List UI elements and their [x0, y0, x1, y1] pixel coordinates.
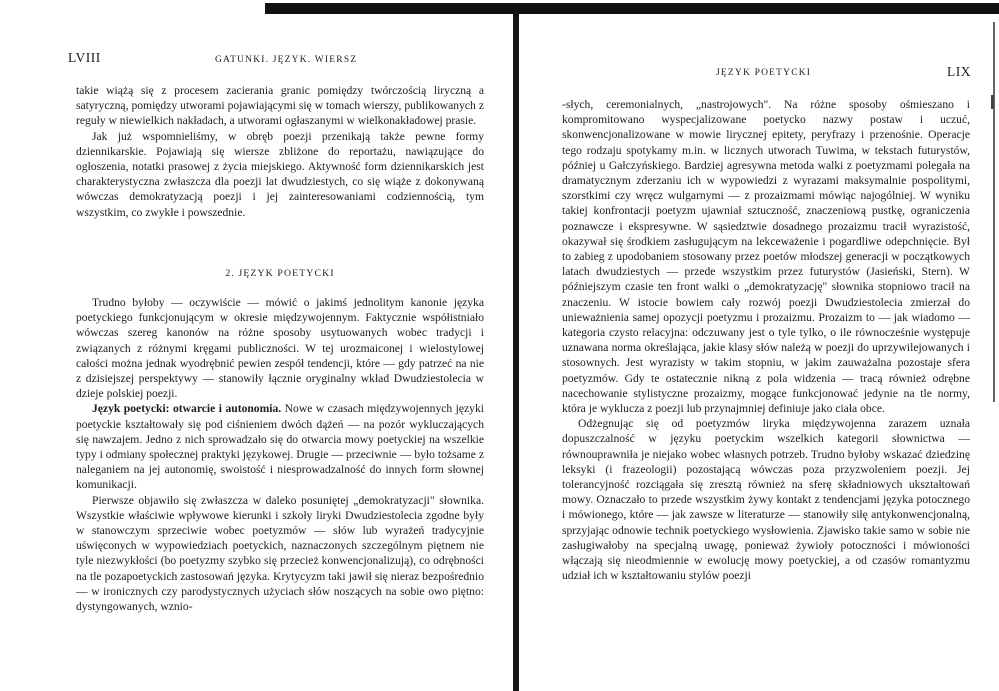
paragraph: Jak już wspomnieliśmy, w obręb poezji przenikają także pewne formy dziennikarskie. Pojawiają się wiersze zbliżone do reportażu, nawiązujące do ogłoszenia, notatki prasowej z życia miejskiego. Aktywność form dziennikarskich jest charakterystyczna zwłaszcza dla poezji lat dwudziestych, co się wiąże z dokonywaną wówczas demokratyzacją poezji i jej zainteresowaniami codziennością, tym wszystkim, co zwykłe i powszednie.: [76, 129, 484, 219]
right-text-body: [562, 97, 970, 584]
right-running-head: JĘZYK POETYCKI: [716, 68, 812, 78]
left-text-top: [76, 83, 484, 220]
paragraph: [76, 401, 484, 492]
paragraph: Trudno byłoby — oczywiście — mówić o jakimś jednolitym kanonie języka poetyckiego funkcjonującym w okresie międzywojennym. Faktycznie współistniało wówczas szereg kanonów na różne sposoby usytuowanych wobec tradycji i związanych z różnymi kręgami publiczności. W tej urozmaiconej i wielostylowej całości można jednak wyodrębnić pewien zespół tendencji, które — gdy patrzeć na nie z dzisiejszej perspektywy — stanowiły łącznie oryginalny wkład Dwudziestolecia w dzieje polskiej poezji.: [76, 296, 484, 401]
right-page: [520, 0, 999, 691]
right-page-number: LIX: [947, 64, 971, 79]
run-in-heading: Język poetycki: otwarcie i autonomia.: [92, 402, 282, 416]
left-page-number: LVIII: [68, 50, 101, 65]
paragraph: takie wiążą się z procesem zacierania granic pomiędzy twórczością liryczną a satyryczną, pomiędzy utworami pojawiającymi się w tomach wierszy, publikowanych z reguły w niewielkich nakładach, a utworami ogłaszanymi w wielkonakładowej prasie.: [76, 84, 484, 128]
paragraph: Odżegnując się od poetyzmów liryka międzywojenna zarazem uznała dopuszczalność w języku poetyckim wszelkich kategorii słownictwa — równouprawniła je niejako wobec własnych potrzeb. Trudno byłoby wskazać dziedzinę leksyki (i frazeologii) pozostającą wówczas poza przyzwoleniem poezji. Jej tolerancyjność rozciągała się zresztą również na sferę składniowych ukształtowań mowy. Oznaczało to przede wszystkim żywy kontakt z tendencjami języka potocznego i mówionego, które — jak zawsze w literaturze — stanowiły siłę antykonwencjonalną, sprzyjając odnowie technik poetyckiego wysłowienia. Zjawisko takie samo w sobie nie zasługiwałoby na specjalną uwagę, ponieważ żywioły potoczności i mówioności włączają się nieodmiennie w ewolucję mowy poetyckiej, a od czasów romantyzmu udział ich w kształtowaniu stylów poezji: [562, 417, 970, 583]
left-text-body: [76, 295, 484, 614]
paragraph-text: Nowe w czasach międzywojennych języki poetyckie kształtowały się pod ciśnieniem dwóch dążeń — na pozór wykluczających się nawzajem. Jedno z nich sprowadzało się do otwarcia mowy poetyckiej na wszelkie typy i odmiany społecznej praktyki językowej. Drugie — przeciwnie — było tożsame z naleganiem na jej autonomię, swoistość i niesprowadzalność do innych form słownej komunikacji.: [76, 402, 484, 492]
paragraph: -słych, ceremonialnych, „nastrojowych". Na różne sposoby ośmieszano i kompromitowano wyspecjalizowane poetycko nazwy postaw i uczuć, skonwencjonalizowane w mowie lirycznej epitety, peryfrazy i przenośnie. Operacje tego rodzaju spotykamy m.in. w licznych utworach Tuwima, w tekstach futurystów, później u Gałczyńskiego. Bardziej agresywna metoda walki z poetyzmami polegała na dramatycznym zderzaniu ich w wypowiedzi z wyrazami maksymalnie pospolitymi, szorstkimi czy wręcz wulgarnymi — z prozaizmami mówiąc najogólniej. W wyniku takiej konfrontacji poetyzm ujawniał sztuczność, znaczeniową pustkę, ograniczenia poznawcze i ekspresywne. W sąsiedztwie dosadnego prozaizmu tracił wyrazistość, okazywał się środkiem zasługującym na lekceważenie i pogardliwe odepchnięcie. Był to zabieg z upodobaniem stosowany przez poetów młodszej generacji w początkowych latach dwudziestych — przede wszystkim przez futurystów (Jasieński, Stern). W późniejszym czasie ten front walki o „demokratyzację" słownika stopniowo tracił na znaczeniu. W istocie bowiem cały rozwój poezji Dwudziestolecia zmierzał do unieważnienia samej opozycji poetyzmu i prozaizmu. Prozaizm to — jak wiadomo — kategoria czysto relacyjna: odczuwany jest o tyle tylko, o ile równocześnie występuje uznawana norma określająca, jakie klasy słów należą w poezji do uprzywilejowanych i stosownych. Jest wyrazisty w takim stopniu, w jakim zauważalna pozostaje sfera poetyzmów. Gdy te ostatecznie nikną z pola widzenia — tracą również odrębne nacechowanie stylistyczne prozaizmy, mogące funkcjonować jedynie na tle normy, która je wyklucza z poezji lub przynajmniej definiuje jako ciała obce.: [562, 98, 970, 416]
left-running-head: GATUNKI. JĘZYK. WIERSZ: [215, 55, 358, 65]
book-gutter: [513, 10, 519, 691]
section-heading: 2. JĘZYK POETYCKI: [225, 268, 335, 279]
paragraph: Pierwsze objawiło się zwłaszcza w daleko posuniętej „demokratyzacji" słownika. Wszystkie właściwie wpływowe kierunki i szkoły liryki Dwudziestolecia zgodne były w stanowczym sprzeciwie wobec poetyzmów — słów lub wyrażeń tradycyjnie uświęconych w wypowiedziach poetyckich, naznaczonych szczególnym piętnem nie tyle niezwykłości (bo poetyzmy szybko się przecież konwencjonalizują), co odrębności na tle pozapoetyckich zastosowań języka. Krytycyzm taki jawił się nieraz bezpośrednio — w ironicznych czy parodystycznych użyciach słów noszących na sobie owo piętno: dystyngowanych, wznio-: [76, 493, 484, 614]
